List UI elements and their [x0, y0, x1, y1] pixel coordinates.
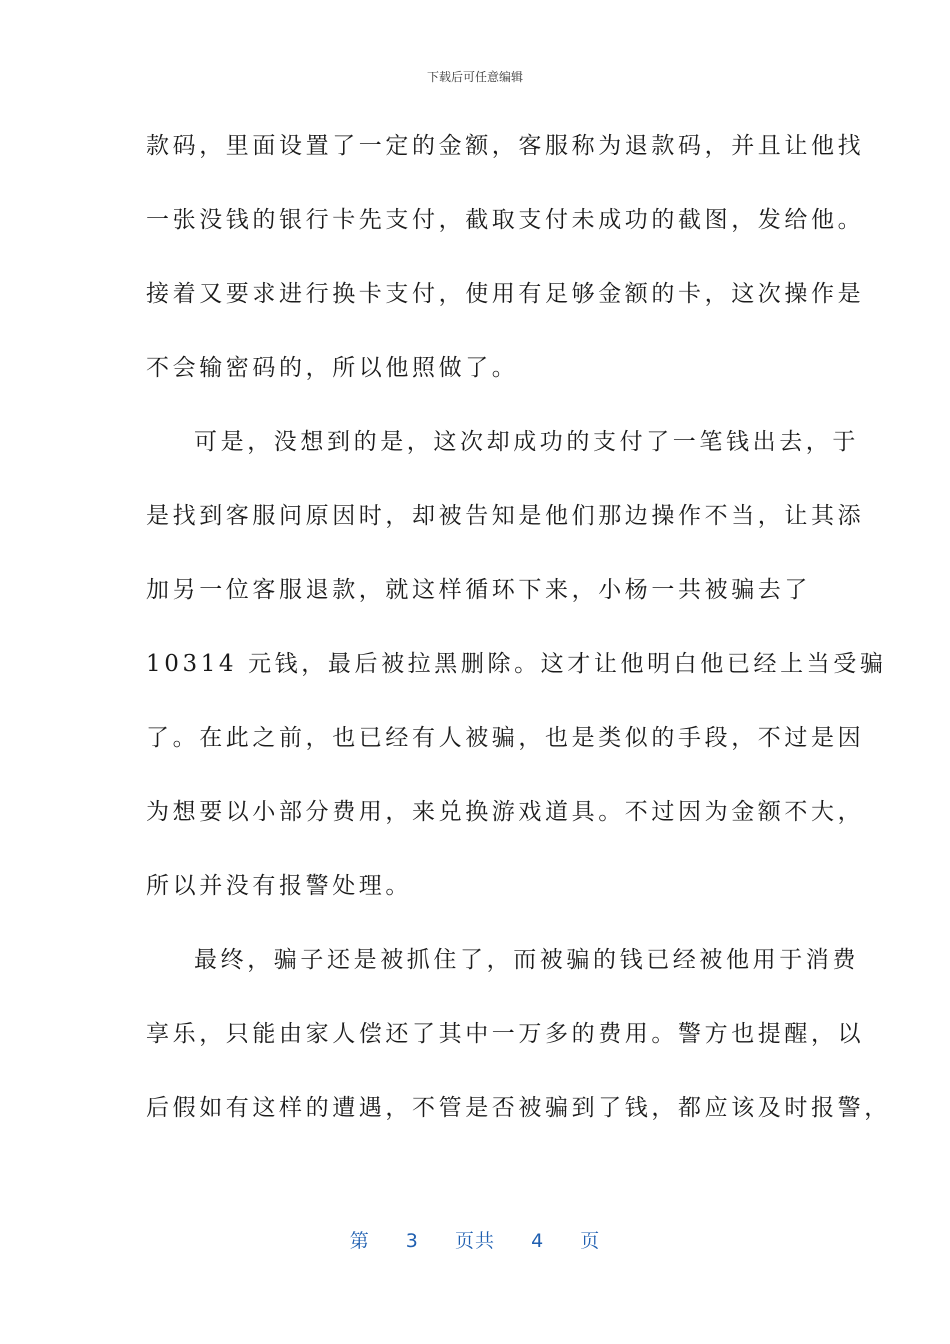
document-body	[146, 128, 891, 1164]
text-line-6: 是找到客服问原因时，却被告知是他们那边操作不当，让其添	[146, 503, 865, 529]
text-line-3: 接着又要求进行换卡支付，使用有足够金额的卡，这次操作是	[146, 281, 865, 307]
text-line-11: 所以并没有报警处理。	[146, 873, 412, 899]
footer-middle: 页共	[454, 1230, 495, 1252]
text-line-8: 10314 元钱，最后被拉黑删除。这才让他明白他已经上当受骗	[146, 651, 887, 677]
text-line-7: 加另一位客服退款，就这样循环下来，小杨一共被骗去了	[146, 577, 811, 603]
text-line-1: 款码，里面设置了一定的金额，客服称为退款码，并且让他找	[146, 133, 865, 159]
page-header: 下载后可任意编辑	[426, 70, 523, 84]
total-pages-number: 4	[531, 1230, 545, 1252]
text-line-12: 最终，骗子还是被抓住了，而被骗的钱已经被他用于消费	[194, 947, 859, 973]
footer-prefix: 第	[349, 1230, 370, 1252]
footer-suffix: 页	[580, 1230, 601, 1252]
text-line-9: 了。在此之前，也已经有人被骗，也是类似的手段，不过是因	[146, 725, 865, 751]
text-line-2: 一张没钱的银行卡先支付，截取支付未成功的截图，发给他。	[146, 207, 865, 233]
text-line-10: 为想要以小部分费用，来兑换游戏道具。不过因为金额不大，	[146, 799, 865, 825]
text-line-14: 后假如有这样的遭遇，不管是否被骗到了钱，都应该及时报警，	[146, 1095, 891, 1121]
text-line-4: 不会输密码的，所以他照做了。	[146, 355, 519, 381]
text-line-5: 可是，没想到的是，这次却成功的支付了一笔钱出去，于	[194, 429, 859, 455]
text-line-13: 享乐，只能由家人偿还了其中一万多的费用。警方也提醒，以	[146, 1021, 865, 1047]
current-page-number: 3	[405, 1230, 419, 1252]
page-footer	[0, 1226, 950, 1253]
